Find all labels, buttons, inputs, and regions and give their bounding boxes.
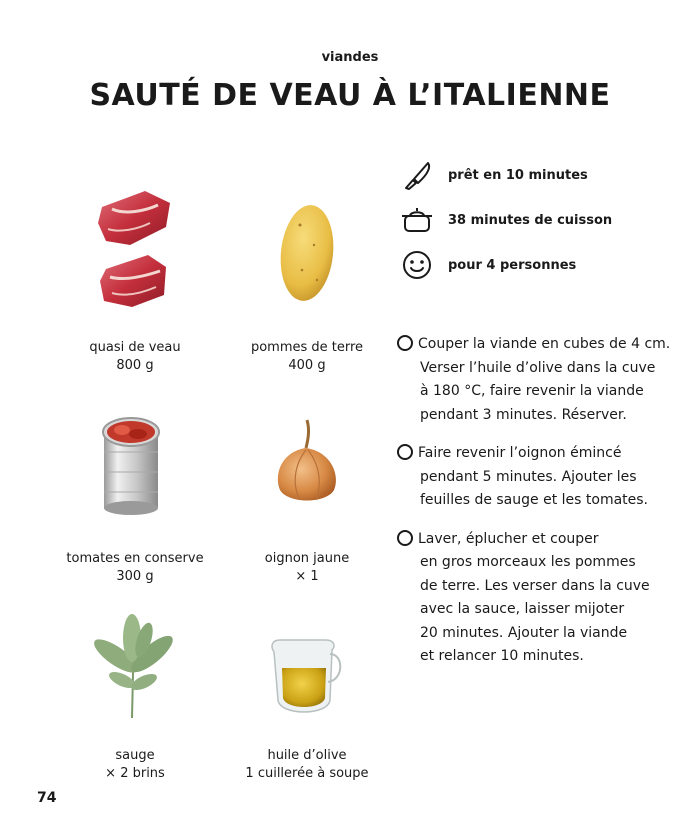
veal-image	[50, 185, 220, 335]
step-text: Faire revenir l’oignon émincé pendant 5 minutes. Ajouter les feuilles de sauge et les tomates.	[418, 445, 649, 508]
potato-image	[222, 185, 392, 335]
step	[397, 528, 697, 669]
step	[397, 333, 697, 427]
servings	[400, 248, 576, 282]
ingredient-veal	[50, 185, 220, 375]
step	[397, 442, 697, 513]
olive-oil-image	[222, 600, 392, 730]
ingredient-onion	[222, 390, 392, 586]
smiley-icon	[400, 248, 434, 282]
ingredient-quantity: 400 g	[288, 358, 326, 373]
ingredient-sage	[50, 600, 220, 783]
ingredient-name: quasi de veau	[89, 340, 181, 355]
pot-icon	[400, 203, 434, 237]
knife-icon	[400, 158, 434, 192]
ingredient-name: huile d’olive	[267, 748, 347, 763]
ingredient-name: pommes de terre	[250, 340, 364, 355]
sage-image	[50, 600, 220, 730]
ingredient-quantity: × 2 brins	[105, 766, 165, 781]
recipe-steps	[397, 333, 697, 684]
circle-bullet-icon	[397, 335, 413, 351]
tomato-can-image	[50, 390, 220, 540]
recipe-title: SAUTÉ DE VEAU À L’ITALIENNE	[89, 78, 611, 113]
ingredient-name: sauge	[115, 748, 155, 763]
ingredient-quantity: × 1	[295, 569, 319, 584]
step-text: Couper la viande en cubes de 4 cm. Verser l’huile d’olive dans la cuve à 180 °C, faire revenir la viande pendant 3 minutes. Réserver.	[418, 336, 671, 423]
ingredient-quantity: 800 g	[116, 358, 154, 373]
ingredient-name: oignon jaune	[264, 551, 350, 566]
servings-text: pour 4 personnes	[448, 257, 577, 273]
ingredient-olive-oil	[222, 600, 392, 783]
prep-time	[400, 158, 588, 192]
ingredient-potato	[222, 185, 392, 375]
ingredient-quantity: 1 cuillerée à soupe	[245, 766, 369, 781]
cook-time-text: 38 minutes de cuisson	[448, 212, 613, 228]
ingredient-name: tomates en conserve	[66, 551, 204, 566]
circle-bullet-icon	[397, 444, 413, 460]
ingredient-tomato-can	[50, 390, 220, 586]
prep-time-text: prêt en 10 minutes	[448, 167, 588, 183]
ingredient-quantity: 300 g	[116, 569, 154, 584]
step-text: Laver, éplucher et couper en gros morceaux les pommes de terre. Les verser dans la cuve avec la sauce, laisser mijoter 20 minutes. Ajouter la viande et relancer 10 minutes.	[418, 530, 650, 664]
page-number: 74	[37, 790, 57, 806]
section-label: viandes	[321, 50, 379, 65]
circle-bullet-icon	[397, 530, 413, 546]
onion-image	[222, 390, 392, 540]
cook-time	[400, 203, 612, 237]
